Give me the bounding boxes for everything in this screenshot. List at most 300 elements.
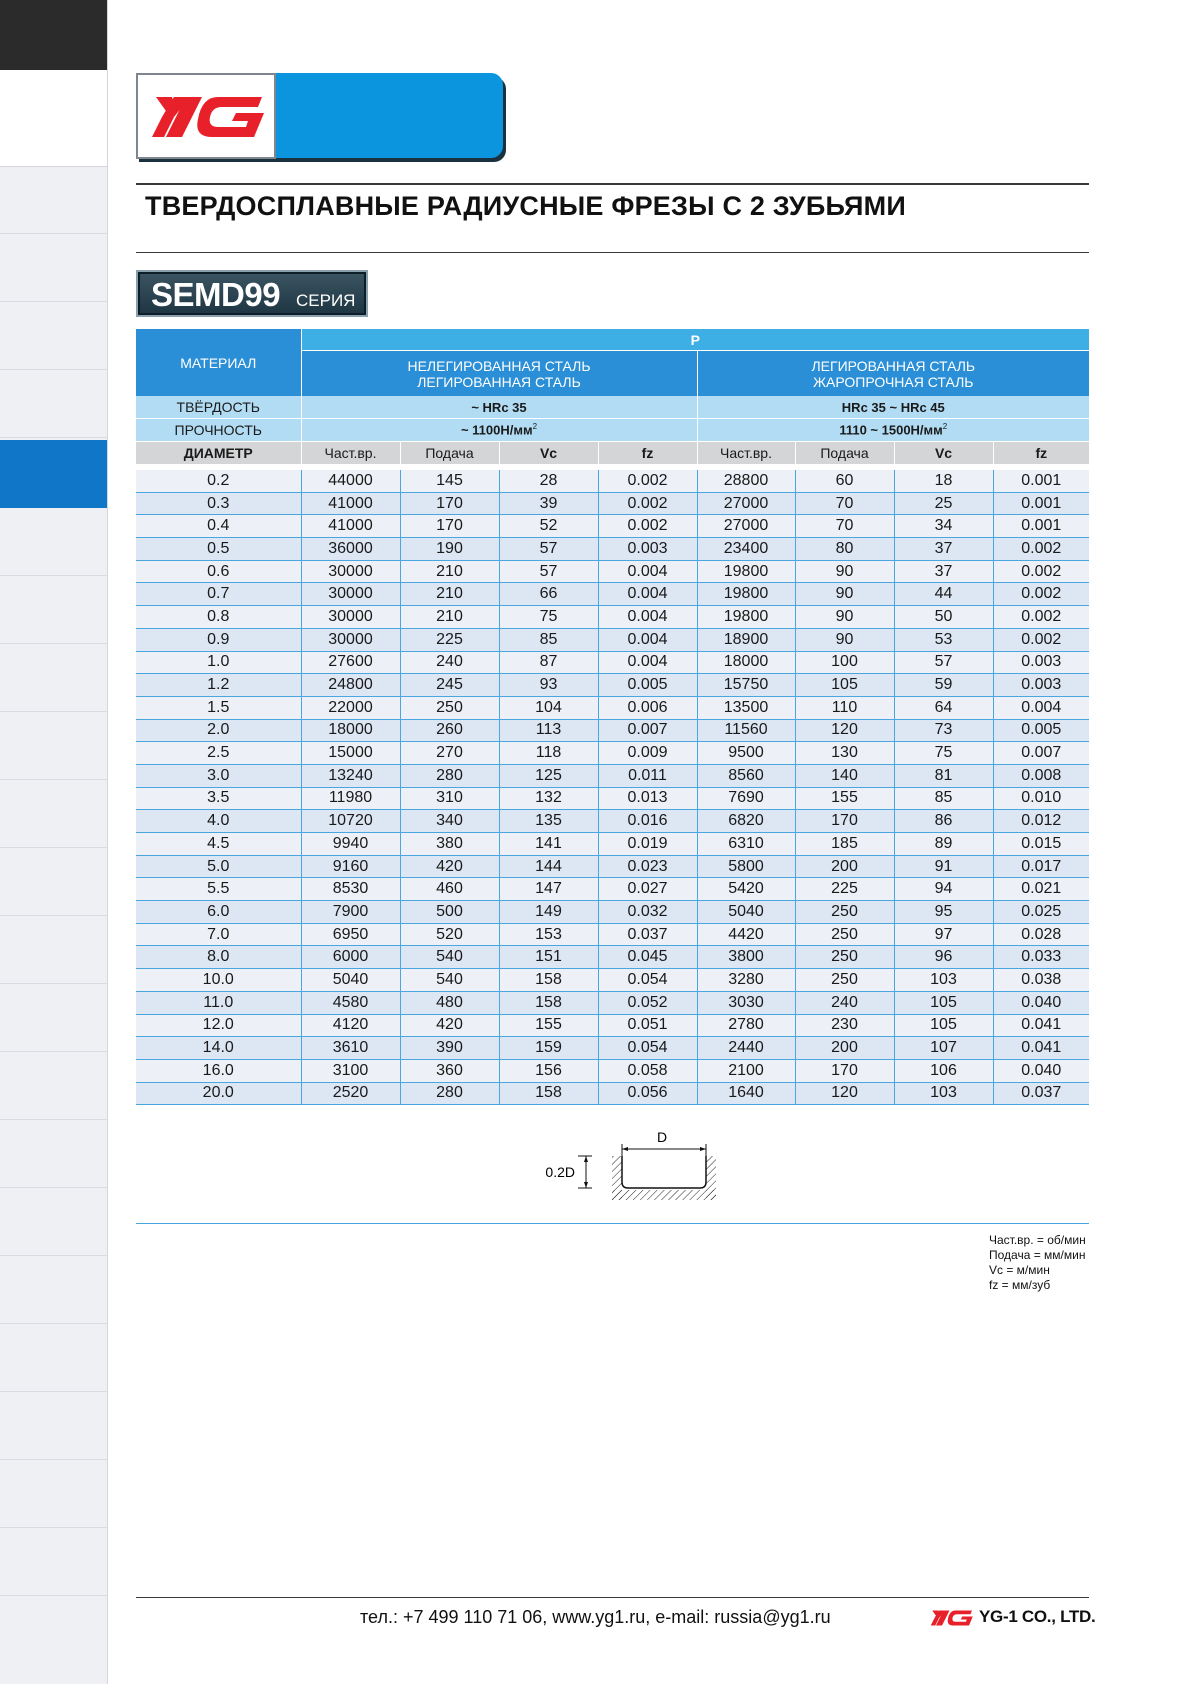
feed-cell: 480 — [400, 991, 499, 1014]
feed-cell: 250 — [795, 946, 894, 969]
table-body — [136, 470, 1089, 1105]
fz-cell: 0.021 — [993, 878, 1089, 901]
fz-cell: 0.002 — [993, 538, 1089, 561]
table-row — [136, 787, 1089, 810]
strength-group-1 — [301, 419, 697, 442]
feed-cell: 520 — [400, 923, 499, 946]
rpm-header: Част.вр. — [301, 442, 400, 465]
sidebar-tab[interactable] — [0, 166, 107, 234]
material-group-1-line1: НЕЛЕГИРОВАННАЯ СТАЛЬ — [407, 357, 591, 374]
vc-cell: 147 — [499, 878, 598, 901]
fz-cell: 0.040 — [993, 991, 1089, 1014]
fz-cell: 0.007 — [598, 719, 697, 742]
vc-cell: 158 — [499, 969, 598, 992]
fz-cell: 0.037 — [993, 1082, 1089, 1105]
feed-cell: 190 — [400, 538, 499, 561]
fz-cell: 0.011 — [598, 764, 697, 787]
vc-cell: 94 — [894, 878, 993, 901]
feed-cell: 270 — [400, 742, 499, 765]
diameter-cell: 5.0 — [136, 855, 301, 878]
diameter-cell: 20.0 — [136, 1082, 301, 1105]
rpm-cell: 3280 — [697, 969, 795, 992]
diameter-cell: 2.0 — [136, 719, 301, 742]
vc-cell: 50 — [894, 606, 993, 629]
rpm-cell: 11980 — [301, 787, 400, 810]
fz-cell: 0.027 — [598, 878, 697, 901]
feed-cell: 200 — [795, 1037, 894, 1060]
table-row — [136, 515, 1089, 538]
table-row — [136, 470, 1089, 492]
rpm-cell: 30000 — [301, 606, 400, 629]
table-row — [136, 1059, 1089, 1082]
vc-cell: 73 — [894, 719, 993, 742]
feed-cell: 230 — [795, 1014, 894, 1037]
rpm-cell: 2780 — [697, 1014, 795, 1037]
width-arrow-right — [700, 1147, 706, 1151]
diameter-cell: 0.2 — [136, 470, 301, 492]
legend-item: Vc = м/мин — [989, 1263, 1050, 1277]
vc-cell: 81 — [894, 764, 993, 787]
vc-cell: 144 — [499, 855, 598, 878]
footer-company — [928, 1606, 1096, 1630]
feed-cell: 340 — [400, 810, 499, 833]
fz-cell: 0.003 — [993, 651, 1089, 674]
feed-cell: 250 — [795, 969, 894, 992]
company-name: YG-1 CO., LTD. — [979, 1607, 1096, 1626]
diameter-cell: 0.8 — [136, 606, 301, 629]
feed-cell: 90 — [795, 628, 894, 651]
rpm-header: Част.вр. — [697, 442, 795, 465]
rpm-cell: 7690 — [697, 787, 795, 810]
vc-cell: 118 — [499, 742, 598, 765]
hatch-bottom — [612, 1190, 716, 1200]
brand-logo — [136, 73, 276, 159]
vc-cell: 34 — [894, 515, 993, 538]
vc-cell: 28 — [499, 470, 598, 492]
vc-cell: 89 — [894, 833, 993, 856]
fz-cell: 0.008 — [993, 764, 1089, 787]
feed-cell: 540 — [400, 946, 499, 969]
rpm-cell: 9500 — [697, 742, 795, 765]
section-divider — [136, 1223, 1089, 1224]
sidebar-tab[interactable] — [0, 508, 107, 576]
diameter-header: ДИАМЕТР — [136, 442, 301, 465]
feed-cell: 250 — [795, 923, 894, 946]
sidebar-tab[interactable] — [0, 1256, 107, 1324]
material-group-2-line2: ЖАРОПРОЧНАЯ СТАЛЬ — [813, 373, 974, 390]
vc-cell: 105 — [894, 991, 993, 1014]
rpm-cell: 27600 — [301, 651, 400, 674]
vc-cell: 57 — [894, 651, 993, 674]
fz-cell: 0.032 — [598, 901, 697, 924]
diameter-cell: 0.9 — [136, 628, 301, 651]
fz-header: fz — [598, 442, 697, 465]
yg-logo-icon — [146, 93, 266, 141]
fz-header: fz — [993, 442, 1089, 465]
feed-cell: 120 — [795, 1082, 894, 1105]
feed-cell: 280 — [400, 1082, 499, 1105]
rpm-cell: 11560 — [697, 719, 795, 742]
rpm-cell: 6000 — [301, 946, 400, 969]
feed-cell: 360 — [400, 1059, 499, 1082]
feed-cell: 170 — [400, 492, 499, 515]
rpm-cell: 36000 — [301, 538, 400, 561]
rpm-cell: 7900 — [301, 901, 400, 924]
rpm-cell: 22000 — [301, 696, 400, 719]
rpm-cell: 5040 — [301, 969, 400, 992]
feed-cell: 225 — [795, 878, 894, 901]
fz-cell: 0.005 — [598, 674, 697, 697]
rpm-cell: 9940 — [301, 833, 400, 856]
fz-cell: 0.003 — [993, 674, 1089, 697]
fz-cell: 0.058 — [598, 1059, 697, 1082]
sidebar-tab-active[interactable] — [0, 440, 107, 508]
vc-cell: 106 — [894, 1059, 993, 1082]
fz-cell: 0.037 — [598, 923, 697, 946]
feed-cell: 540 — [400, 969, 499, 992]
vc-cell: 37 — [894, 538, 993, 561]
rpm-cell: 3100 — [301, 1059, 400, 1082]
feed-cell: 390 — [400, 1037, 499, 1060]
vc-header: Vc — [894, 442, 993, 465]
feed-cell: 120 — [795, 719, 894, 742]
sidebar — [0, 0, 108, 1684]
material-group-2 — [697, 351, 1089, 397]
table-row — [136, 810, 1089, 833]
table-row — [136, 1014, 1089, 1037]
feed-cell: 90 — [795, 583, 894, 606]
feed-header: Подача — [400, 442, 499, 465]
title-rule-bottom — [136, 252, 1089, 253]
fz-cell: 0.001 — [993, 515, 1089, 538]
feed-cell: 170 — [400, 515, 499, 538]
rpm-cell: 30000 — [301, 583, 400, 606]
fz-cell: 0.033 — [993, 946, 1089, 969]
rpm-cell: 5800 — [697, 855, 795, 878]
fz-cell: 0.017 — [993, 855, 1089, 878]
diameter-cell: 0.3 — [136, 492, 301, 515]
vc-cell: 18 — [894, 470, 993, 492]
rpm-cell: 41000 — [301, 515, 400, 538]
rpm-cell: 44000 — [301, 470, 400, 492]
material-group-2-line1: ЛЕГИРОВАННАЯ СТАЛЬ — [811, 357, 976, 374]
sidebar-tab[interactable] — [0, 644, 107, 712]
rpm-cell: 9160 — [301, 855, 400, 878]
diameter-cell: 14.0 — [136, 1037, 301, 1060]
vc-cell: 57 — [499, 560, 598, 583]
table-row — [136, 696, 1089, 719]
vc-cell: 52 — [499, 515, 598, 538]
sidebar-tab[interactable] — [0, 848, 107, 916]
rpm-cell: 41000 — [301, 492, 400, 515]
fz-cell: 0.001 — [993, 492, 1089, 515]
sidebar-tab[interactable] — [0, 712, 107, 780]
fz-cell: 0.007 — [993, 742, 1089, 765]
vc-cell: 44 — [894, 583, 993, 606]
vc-cell: 86 — [894, 810, 993, 833]
vc-cell: 151 — [499, 946, 598, 969]
rpm-cell: 30000 — [301, 628, 400, 651]
rpm-cell: 13240 — [301, 764, 400, 787]
rpm-cell: 4120 — [301, 1014, 400, 1037]
feed-cell: 90 — [795, 606, 894, 629]
rpm-cell: 5040 — [697, 901, 795, 924]
sidebar-tab[interactable] — [0, 1324, 107, 1392]
rpm-cell: 8560 — [697, 764, 795, 787]
vc-cell: 25 — [894, 492, 993, 515]
sidebar-tab[interactable] — [0, 1528, 107, 1596]
sidebar-tab[interactable] — [0, 916, 107, 984]
fz-cell: 0.013 — [598, 787, 697, 810]
sidebar-blank-area — [0, 70, 107, 167]
table-row — [136, 878, 1089, 901]
width-arrow-left — [622, 1147, 628, 1151]
sidebar-tab[interactable] — [0, 1120, 107, 1188]
sidebar-tab[interactable] — [0, 302, 107, 370]
rpm-cell: 4580 — [301, 991, 400, 1014]
rpm-cell: 15750 — [697, 674, 795, 697]
vc-cell: 91 — [894, 855, 993, 878]
fz-cell: 0.004 — [598, 560, 697, 583]
material-group-1 — [301, 351, 697, 397]
feed-cell: 130 — [795, 742, 894, 765]
feed-cell: 210 — [400, 606, 499, 629]
sidebar-tab[interactable] — [0, 984, 107, 1052]
feed-header: Подача — [795, 442, 894, 465]
sidebar-tab[interactable] — [0, 1188, 107, 1256]
sidebar-tab[interactable] — [0, 1052, 107, 1120]
fz-cell: 0.019 — [598, 833, 697, 856]
fz-cell: 0.054 — [598, 1037, 697, 1060]
feed-cell: 460 — [400, 878, 499, 901]
diameter-cell: 16.0 — [136, 1059, 301, 1082]
fz-cell: 0.002 — [993, 628, 1089, 651]
rpm-cell: 3030 — [697, 991, 795, 1014]
slot-depth-diagram — [530, 1126, 730, 1206]
vc-cell: 85 — [499, 628, 598, 651]
series-code: SEMD99 — [151, 276, 281, 313]
rpm-cell: 6950 — [301, 923, 400, 946]
vc-cell: 103 — [894, 1082, 993, 1105]
fz-cell: 0.016 — [598, 810, 697, 833]
strength-group-1-value: ~ 1100Н/мм — [460, 422, 533, 438]
vc-cell: 95 — [894, 901, 993, 924]
vc-cell: 132 — [499, 787, 598, 810]
feed-cell: 240 — [400, 651, 499, 674]
table-row — [136, 674, 1089, 697]
vc-cell: 59 — [894, 674, 993, 697]
rpm-cell: 19800 — [697, 583, 795, 606]
title-rule-top — [136, 183, 1089, 185]
sidebar-tab[interactable] — [0, 234, 107, 302]
diameter-cell: 11.0 — [136, 991, 301, 1014]
rpm-cell: 18900 — [697, 628, 795, 651]
feed-cell: 70 — [795, 515, 894, 538]
vc-cell: 158 — [499, 1082, 598, 1105]
fz-cell: 0.005 — [993, 719, 1089, 742]
vc-cell: 66 — [499, 583, 598, 606]
diameter-cell: 8.0 — [136, 946, 301, 969]
table-row — [136, 492, 1089, 515]
feed-cell: 70 — [795, 492, 894, 515]
diameter-cell: 0.7 — [136, 583, 301, 606]
cutting-data-table — [136, 329, 1089, 1105]
rpm-cell: 27000 — [697, 515, 795, 538]
hardness-group-1: ~ HRc 35 — [301, 396, 697, 419]
table-row — [136, 833, 1089, 856]
feed-cell: 420 — [400, 1014, 499, 1037]
diameter-cell: 6.0 — [136, 901, 301, 924]
vc-cell: 141 — [499, 833, 598, 856]
fz-cell: 0.004 — [993, 696, 1089, 719]
feed-cell: 185 — [795, 833, 894, 856]
feed-cell: 100 — [795, 651, 894, 674]
diameter-cell: 0.6 — [136, 560, 301, 583]
rpm-cell: 2440 — [697, 1037, 795, 1060]
vc-cell: 158 — [499, 991, 598, 1014]
table-row — [136, 583, 1089, 606]
table-row — [136, 1037, 1089, 1060]
diameter-cell: 1.2 — [136, 674, 301, 697]
fz-cell: 0.002 — [598, 492, 697, 515]
feed-cell: 210 — [400, 560, 499, 583]
fz-cell: 0.054 — [598, 969, 697, 992]
rpm-cell: 15000 — [301, 742, 400, 765]
rpm-cell: 24800 — [301, 674, 400, 697]
vc-cell: 156 — [499, 1059, 598, 1082]
feed-cell: 145 — [400, 470, 499, 492]
rpm-cell: 27000 — [697, 492, 795, 515]
depth-label: 0.2D — [545, 1164, 575, 1180]
rpm-cell: 28800 — [697, 470, 795, 492]
rpm-cell: 30000 — [301, 560, 400, 583]
footer-contact: тел.: +7 499 110 71 06, www.yg1.ru, e-mail: russia@yg1.ru — [360, 1607, 831, 1627]
material-label: МАТЕРИАЛ — [136, 329, 301, 396]
table-row — [136, 628, 1089, 651]
feed-cell: 250 — [795, 901, 894, 924]
page-title: ТВЕРДОСПЛАВНЫЕ РАДИУСНЫЕ ФРЕЗЫ С 2 ЗУБЬЯМИ — [145, 191, 906, 221]
table-row — [136, 969, 1089, 992]
table-row — [136, 606, 1089, 629]
diameter-cell: 1.0 — [136, 651, 301, 674]
fz-cell: 0.052 — [598, 991, 697, 1014]
rpm-cell: 2520 — [301, 1082, 400, 1105]
table-row — [136, 764, 1089, 787]
rpm-cell: 3800 — [697, 946, 795, 969]
rpm-cell: 6310 — [697, 833, 795, 856]
table-row — [136, 946, 1089, 969]
table-row — [136, 742, 1089, 765]
strength-group-2 — [697, 419, 1089, 442]
feed-cell: 500 — [400, 901, 499, 924]
units-legend — [989, 1233, 1086, 1293]
fz-cell: 0.025 — [993, 901, 1089, 924]
feed-cell: 240 — [795, 991, 894, 1014]
series-word: СЕРИЯ — [296, 291, 356, 310]
sidebar-top-block — [0, 0, 107, 70]
rpm-cell: 19800 — [697, 560, 795, 583]
vc-cell: 125 — [499, 764, 598, 787]
fz-cell: 0.004 — [598, 583, 697, 606]
rpm-cell: 5420 — [697, 878, 795, 901]
feed-cell: 170 — [795, 810, 894, 833]
vc-cell: 96 — [894, 946, 993, 969]
depth-arrow-top — [584, 1156, 588, 1162]
table-row — [136, 538, 1089, 561]
feed-cell: 110 — [795, 696, 894, 719]
series-badge — [136, 270, 368, 317]
feed-cell: 245 — [400, 674, 499, 697]
fz-cell: 0.002 — [598, 470, 697, 492]
feed-cell: 250 — [400, 696, 499, 719]
rpm-cell: 10720 — [301, 810, 400, 833]
yg-footer-logo-icon — [928, 1609, 974, 1627]
vc-cell: 113 — [499, 719, 598, 742]
sidebar-tab[interactable] — [0, 1460, 107, 1528]
feed-cell: 60 — [795, 470, 894, 492]
fz-cell: 0.056 — [598, 1082, 697, 1105]
sidebar-tab[interactable] — [0, 780, 107, 848]
fz-cell: 0.002 — [993, 606, 1089, 629]
fz-cell: 0.015 — [993, 833, 1089, 856]
fz-cell: 0.004 — [598, 651, 697, 674]
brand-header — [136, 73, 504, 159]
table-row — [136, 719, 1089, 742]
vc-cell: 37 — [894, 560, 993, 583]
legend-item: Подача = мм/мин — [989, 1248, 1086, 1262]
feed-cell: 310 — [400, 787, 499, 810]
feed-cell: 380 — [400, 833, 499, 856]
diameter-cell: 4.0 — [136, 810, 301, 833]
feed-cell: 155 — [795, 787, 894, 810]
sidebar-tab[interactable] — [0, 576, 107, 644]
feed-cell: 90 — [795, 560, 894, 583]
vc-cell: 53 — [894, 628, 993, 651]
rpm-cell: 8530 — [301, 878, 400, 901]
hardness-group-2: HRc 35 ~ HRc 45 — [697, 396, 1089, 419]
table-row — [136, 1082, 1089, 1105]
sidebar-tab[interactable] — [0, 370, 107, 438]
feed-cell: 210 — [400, 583, 499, 606]
rpm-cell: 4420 — [697, 923, 795, 946]
diameter-cell: 3.5 — [136, 787, 301, 810]
strength-group-1-exponent: 2 — [532, 422, 538, 432]
strength-label: ПРОЧНОСТЬ — [136, 419, 301, 442]
feed-cell: 140 — [795, 764, 894, 787]
fz-cell: 0.038 — [993, 969, 1089, 992]
table-row — [136, 560, 1089, 583]
vc-cell: 93 — [499, 674, 598, 697]
feed-cell: 105 — [795, 674, 894, 697]
sidebar-tab[interactable] — [0, 1392, 107, 1460]
rpm-cell: 18000 — [697, 651, 795, 674]
depth-arrow-bottom — [584, 1182, 588, 1188]
hardness-label: ТВЁРДОСТЬ — [136, 396, 301, 419]
strength-group-2-exponent: 2 — [942, 422, 948, 432]
rpm-cell: 3610 — [301, 1037, 400, 1060]
fz-cell: 0.028 — [993, 923, 1089, 946]
fz-cell: 0.002 — [993, 583, 1089, 606]
rpm-cell: 1640 — [697, 1082, 795, 1105]
fz-cell: 0.051 — [598, 1014, 697, 1037]
table-row — [136, 923, 1089, 946]
feed-cell: 260 — [400, 719, 499, 742]
diameter-cell: 2.5 — [136, 742, 301, 765]
strength-group-2-value: 1110 ~ 1500Н/мм — [839, 422, 943, 438]
table-row — [136, 651, 1089, 674]
vc-cell: 153 — [499, 923, 598, 946]
fz-cell: 0.010 — [993, 787, 1089, 810]
